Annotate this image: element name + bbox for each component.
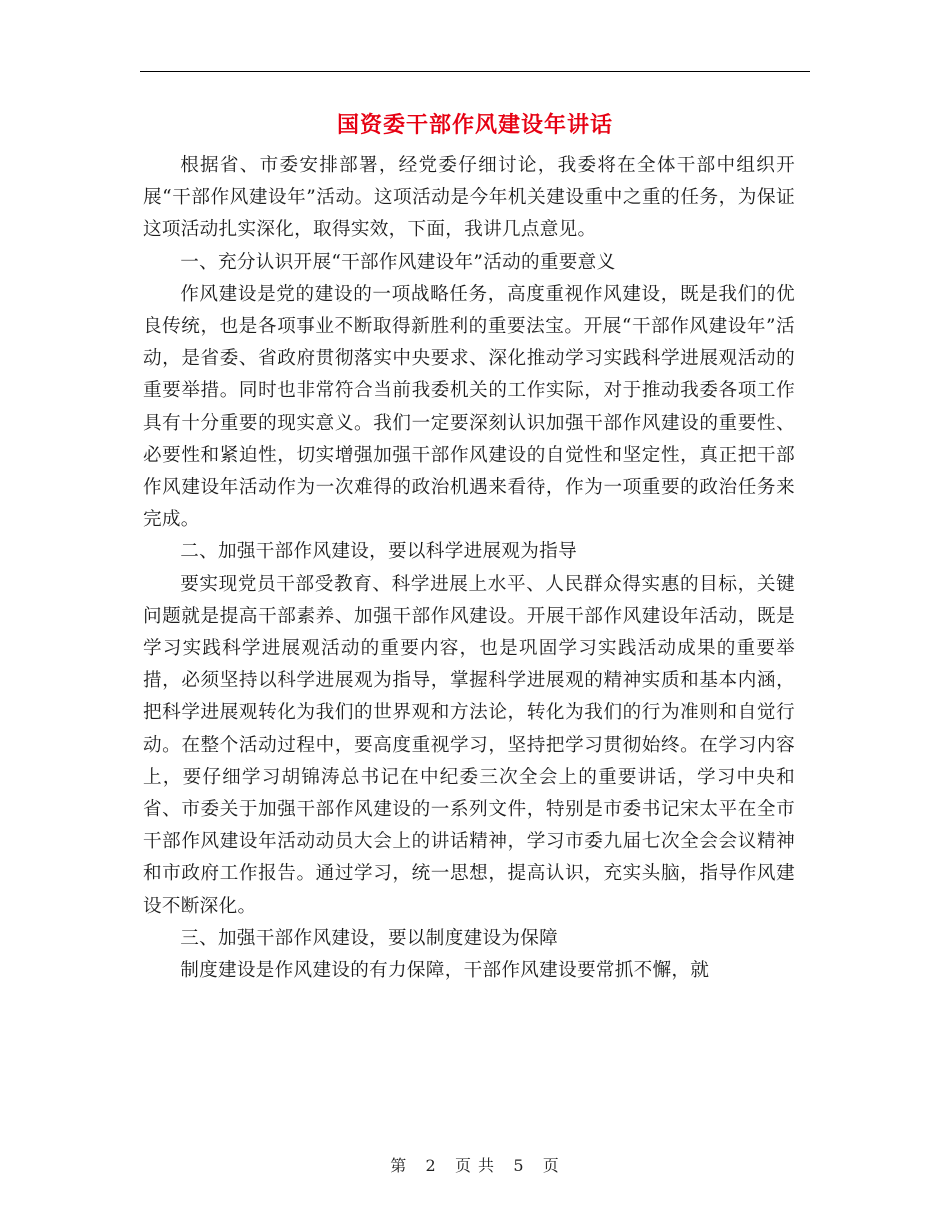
footer-middle: 页 共 bbox=[454, 1156, 496, 1175]
footer-current-page: 2 bbox=[425, 1156, 437, 1175]
footer-total-pages: 5 bbox=[513, 1156, 525, 1175]
footer-prefix: 第 bbox=[390, 1156, 408, 1175]
header-rule bbox=[140, 71, 810, 72]
paragraph-section-1: 作风建设是党的建设的一项战略任务，高度重视作风建设，既是我们的优良传统，也是各项事业不断取得新胜利的重要法宝。开展“干部作风建设年”活动，是省委、省政府贯彻落实中央要求、深化推动学习实践科学进展观活动的重要举措。同时也非常符合当前我委机关的工作实际，对于推动我委各项工作具有十分重要的现实意义。我们一定要深刻认识加强干部作风建设的重要性、必要性和紧迫性，切实增强加强干部作风建设的自觉性和坚定性，真正把干部作风建设年活动作为一次难得的政治机遇来看待，作为一项重要的政治任务来完成。 bbox=[143, 283, 795, 531]
section-heading-1: 一、充分认识开展“干部作风建设年”活动的重要意义 bbox=[180, 251, 616, 273]
paragraph-section-3: 制度建设是作风建设的有力保障，干部作风建设要常抓不懈，就 bbox=[180, 960, 710, 982]
section-heading-3: 三、加强干部作风建设，要以制度建设为保障 bbox=[180, 927, 559, 949]
document-body bbox=[143, 150, 795, 987]
section-heading-2: 二、加强干部作风建设，要以科学进展观为指导 bbox=[180, 541, 577, 563]
document-title: 国资委干部作风建设年讲话 bbox=[336, 112, 613, 138]
page-footer bbox=[0, 1154, 950, 1178]
footer-suffix: 页 bbox=[542, 1156, 560, 1175]
paragraph-section-2: 要实现党员干部受教育、科学进展上水平、人民群众得实惠的目标，关键问题就是提高干部素养、加强干部作风建设。开展干部作风建设年活动，既是学习实践科学进展观活动的重要内容，也是巩固学习实践活动成果的重要举措，必须坚持以科学进展观为指导，掌握科学进展观的精神实质和基本内涵，把科学进展观转化为我们的世界观和方法论，转化为我们的行为准则和自觉行动。在整个活动过程中，要高度重视学习，坚持把学习贯彻始终。在学习内容上，要仔细学习胡锦涛总书记在中纪委三次全会上的重要讲话，学习中央和省、市委关于加强干部作风建设的一系列文件，特别是市委书记宋太平在全市干部作风建设年活动动员大会上的讲话精神，学习市委九届七次全会会议精神和市政府工作报告。通过学习，统一思想，提高认识，充实头脑，指导作风建设不断深化。 bbox=[143, 573, 795, 917]
paragraph-intro: 根据省、市委安排部署，经党委仔细讨论，我委将在全体干部中组织开展“干部作风建设年”活动。这项活动是今年机关建设重中之重的任务，为保证这项活动扎实深化，取得实效，下面，我讲几点意见。 bbox=[143, 155, 795, 241]
